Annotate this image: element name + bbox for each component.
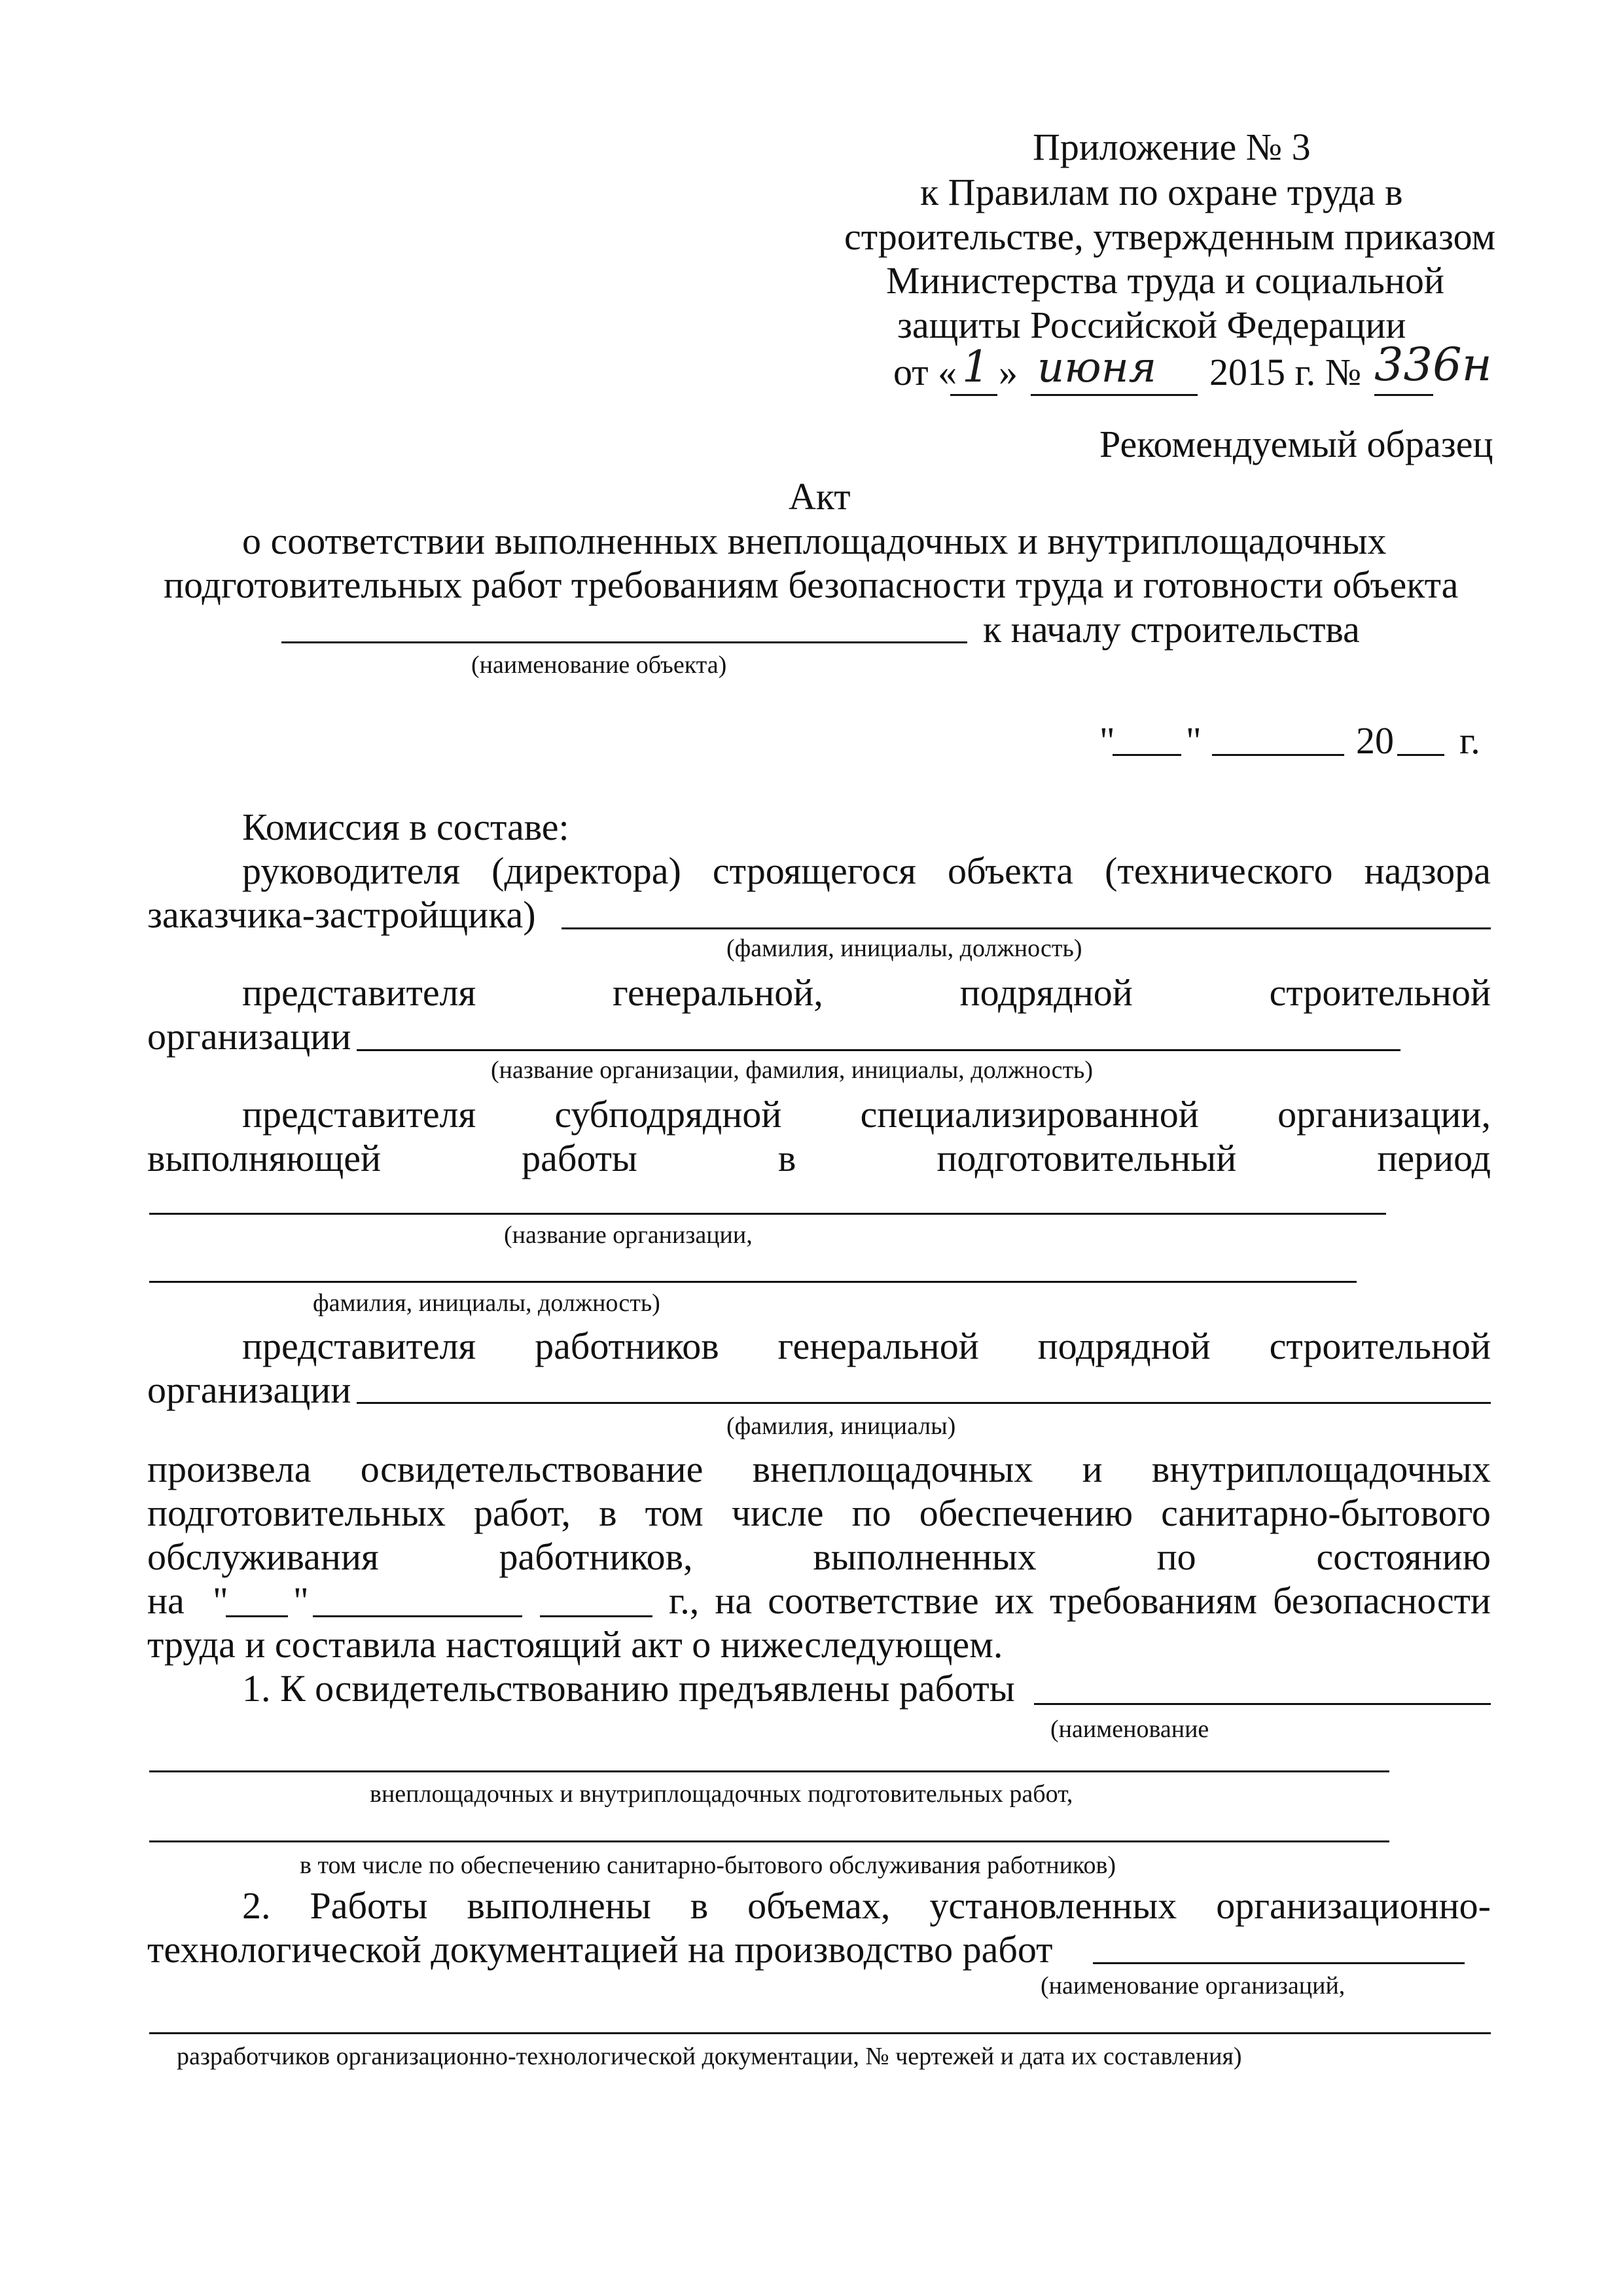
word: объемах,	[747, 1884, 891, 1927]
word: строительной	[1269, 1325, 1491, 1367]
sub-line-2	[147, 1139, 1491, 1177]
word: санитарно-бытового	[1161, 1492, 1491, 1534]
word: безопасности	[1273, 1579, 1491, 1622]
workers-line-1	[242, 1327, 1491, 1365]
l4-year-blank	[540, 1615, 652, 1617]
word: представителя	[242, 1325, 476, 1367]
general-caption: (название организации, фамилия, инициалы, должность)	[491, 1056, 1094, 1084]
word: том	[645, 1492, 704, 1534]
word: требованиям	[1049, 1579, 1257, 1622]
inspection-line-3	[147, 1535, 1491, 1578]
item2-caption-1: (наименование организаций,	[1041, 1972, 1346, 2000]
director-caption: (фамилия, инициалы, должность)	[726, 935, 1082, 962]
general-line-2: организации	[147, 1015, 351, 1058]
word: организации,	[1277, 1093, 1491, 1136]
sub-caption-2: фамилия, инициалы, должность)	[313, 1289, 660, 1317]
date-year: 2015 г. №	[1209, 351, 1362, 393]
date-year-prefix: 20	[1356, 719, 1394, 762]
word: руководителя	[242, 850, 461, 892]
director-line-2: заказчика-застройщика)	[147, 893, 536, 936]
word: строящегося	[712, 850, 916, 892]
date-prefix: от «	[893, 351, 957, 393]
word: работников,	[499, 1535, 693, 1578]
word: Работы	[310, 1884, 428, 1927]
word: обеспечению	[919, 1492, 1133, 1534]
date-close-quote: "	[1186, 719, 1202, 762]
director-line-1	[242, 852, 1491, 890]
act-subtitle-line-1: о соответствии выполненных внеплощадочных и внутриплощадочных	[242, 520, 1387, 562]
word: субподрядной	[554, 1093, 782, 1136]
appendix-line-3: Министерства труда и социальной	[886, 259, 1444, 302]
workers-line-2: организации	[147, 1369, 351, 1411]
inspection-line-5: труда и составила настоящий акт о нижеследующем.	[147, 1623, 1003, 1666]
word: работников	[535, 1325, 719, 1367]
order-number-underline	[1374, 394, 1433, 396]
word: по	[1156, 1535, 1196, 1578]
word: числе	[731, 1492, 824, 1534]
word: их	[994, 1579, 1034, 1622]
date-day-underline	[950, 394, 997, 396]
item1-blank-3	[149, 1840, 1389, 1842]
commission-heading: Комиссия в составе:	[242, 806, 569, 848]
word: строительной	[1269, 971, 1491, 1014]
word: организационно-	[1216, 1884, 1491, 1927]
item1-caption-3: в том числе по обеспечению санитарно-бытового обслуживания работников)	[300, 1852, 1116, 1879]
director-blank	[562, 927, 1491, 929]
item1-text: 1. К освидетельствованию предъявлены работы	[242, 1667, 1015, 1710]
date-month-handwritten: июня	[1037, 344, 1157, 392]
item2-line-2: технологической документацией на производство работ	[147, 1928, 1053, 1971]
na-word: на	[147, 1579, 185, 1622]
word: и	[1082, 1448, 1103, 1490]
word: представителя	[242, 971, 476, 1014]
workers-caption: (фамилия, инициалы)	[726, 1412, 956, 1440]
item2-caption-2: разработчиков организационно-технологической документации, № чертежей и дата их составления)	[177, 2043, 1242, 2070]
l4-month-blank	[313, 1615, 522, 1617]
act-subtitle-line-3: к началу строительства	[983, 608, 1360, 651]
date-year-suffix: г.	[1459, 719, 1480, 762]
date-day-blank	[1113, 754, 1181, 756]
l4-close-quote: "	[293, 1579, 309, 1622]
sample-label: Рекомендуемый образец	[1099, 423, 1493, 465]
word: подготовительных	[147, 1492, 446, 1534]
word: состоянию	[1316, 1535, 1491, 1578]
word: период	[1377, 1137, 1491, 1179]
word: генеральной	[777, 1325, 979, 1367]
appendix-line-4: защиты Российской Федерации	[897, 304, 1406, 346]
word: выполняющей	[147, 1137, 382, 1179]
word: в	[599, 1492, 617, 1534]
date-mid: »	[999, 351, 1018, 393]
appendix-number: Приложение № 3	[1033, 126, 1311, 168]
order-number-handwritten: 336н	[1374, 338, 1492, 391]
inspection-line-2	[147, 1494, 1491, 1532]
item1-blank	[1034, 1703, 1491, 1705]
item1-caption-2: внеплощадочных и внутриплощадочных подготовительных работ,	[370, 1780, 1073, 1808]
word: по	[851, 1492, 891, 1534]
general-blank	[357, 1049, 1400, 1051]
sub-line-1	[242, 1093, 1491, 1136]
word: (технического	[1105, 850, 1333, 892]
item2-blank	[1093, 1962, 1465, 1964]
date-open-quote: "	[1099, 719, 1115, 762]
word: внеплощадочных	[752, 1448, 1033, 1490]
word: г.,	[669, 1579, 700, 1622]
date-month-underline	[1031, 394, 1198, 396]
appendix-line-1: к Правилам по охране труда в	[920, 171, 1403, 213]
word: выполненных	[813, 1535, 1037, 1578]
word: соответствие	[768, 1579, 979, 1622]
item2-line-1	[242, 1884, 1491, 1927]
sub-blank-1	[149, 1213, 1386, 1215]
l4-day-blank	[226, 1615, 288, 1617]
word: работы	[522, 1137, 637, 1179]
appendix-line-2: строительстве, утвержденным приказом	[844, 215, 1496, 258]
item1-caption-1: (наименование	[1050, 1715, 1209, 1743]
word: подготовительный	[936, 1137, 1237, 1179]
sub-caption-1: (название организации,	[504, 1221, 753, 1249]
word: объекта	[948, 850, 1074, 892]
word: работ,	[474, 1492, 571, 1534]
l4-rest	[669, 1579, 1491, 1622]
word: установленных	[929, 1884, 1177, 1927]
word: надзора	[1364, 850, 1491, 892]
act-title: Акт	[789, 475, 851, 518]
word: на	[715, 1579, 753, 1622]
word: обслуживания	[147, 1535, 379, 1578]
sub-blank-2	[149, 1281, 1357, 1283]
l4-open-quote: "	[213, 1579, 228, 1622]
item1-blank-2	[149, 1770, 1389, 1772]
word: выполнены	[467, 1884, 651, 1927]
word: специализированной	[860, 1093, 1199, 1136]
word: генеральной,	[613, 971, 823, 1014]
word: освидетельствование	[360, 1448, 704, 1490]
inspection-line-1	[147, 1450, 1491, 1488]
item2-blank-2	[149, 2032, 1491, 2034]
date-month-blank	[1212, 754, 1344, 756]
act-subtitle-line-2: подготовительных работ требованиям безопасности труда и готовности объекта	[164, 564, 1459, 606]
word: представителя	[242, 1093, 476, 1136]
word: в	[777, 1137, 796, 1179]
word: внутриплощадочных	[1151, 1448, 1491, 1490]
object-name-blank	[281, 641, 967, 643]
workers-blank	[357, 1402, 1491, 1404]
word: 2.	[242, 1884, 271, 1927]
object-name-caption: (наименование объекта)	[471, 651, 727, 679]
date-year-blank	[1397, 754, 1444, 756]
general-line-1	[242, 971, 1491, 1014]
word: произвела	[147, 1448, 312, 1490]
word: (директора)	[491, 850, 681, 892]
word: подрядной	[959, 971, 1133, 1014]
date-day-handwritten: 1	[962, 342, 990, 392]
word: подрядной	[1037, 1325, 1211, 1367]
word: в	[690, 1884, 709, 1927]
